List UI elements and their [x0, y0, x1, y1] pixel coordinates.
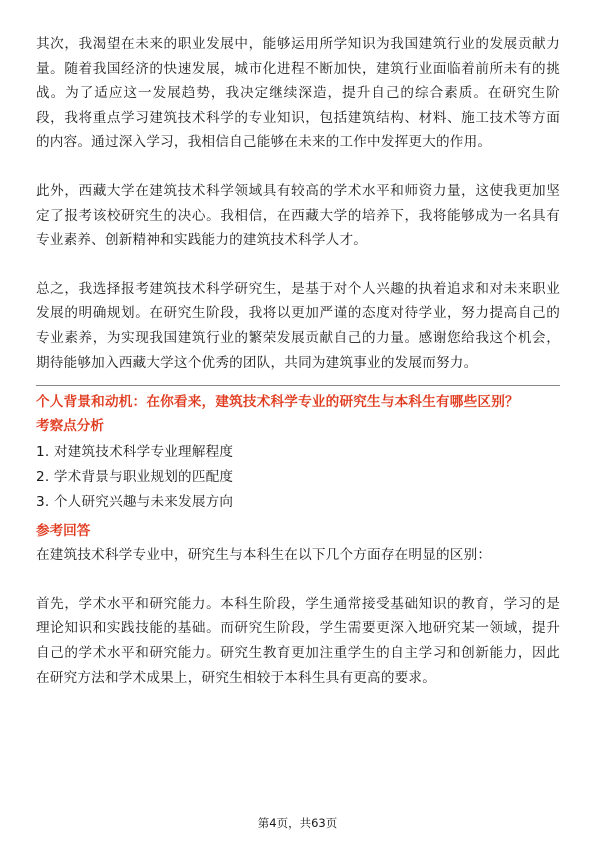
- paragraph-career-goals: 其次，我渴望在未来的职业发展中，能够运用所学知识为我国建筑行业的发展贡献力量。随着我国经济的快速发展，城市化进程不断加快，建筑行业面临着前所未有的挑战。为了适应这一发展趋势，我决定继续深造，提升自己的综合素质。在研究生阶段，我将重点学习建筑技术科学的专业知识，包括建筑结构、材料、施工技术等方面的内容。通过深入学习，我相信自己能够在未来的工作中发挥更大的作用。: [36, 36, 560, 151]
- interview-question: 个人背景和动机：在你看来，建筑技术科学专业的研究生与本科生有哪些区别？: [36, 394, 519, 411]
- document-body: [36, 32, 560, 690]
- answer-intro: 在建筑技术科学专业中，研究生与本科生在以下几个方面存在明显的区别：: [36, 547, 492, 564]
- analysis-list: [36, 440, 560, 515]
- analysis-heading: 考察点分析: [36, 418, 104, 435]
- paragraph-university-choice: 此外，西藏大学在建筑技术科学领域具有较高的学术水平和师资力量，这使我更加坚定了报考该校研究生的决心。我相信，在西藏大学的培养下，我将能够成为一名具有专业素养、创新精神和实践能力的建筑技术科学人才。: [36, 182, 560, 249]
- list-item: 1. 对建筑技术科学专业理解程度: [36, 444, 234, 461]
- section-divider: [36, 385, 560, 386]
- paragraph-conclusion: 总之，我选择报考建筑技术科学研究生，是基于对个人兴趣的执着追求和对未来职业发展的明确规划。在研究生阶段，我将以更加严谨的态度对待学业，努力提高自己的专业素养，为实现我国建筑行业的繁荣发展贡献自己的力量。感谢您给我这个机会，期待能够加入西藏大学这个优秀的团队，共同为建筑事业的发展而努力。: [36, 280, 560, 371]
- list-item: 3. 个人研究兴趣与未来发展方向: [36, 494, 234, 511]
- list-item: 2. 学术背景与职业规划的匹配度: [36, 469, 234, 486]
- answer-paragraph: 首先，学术水平和研究能力。本科生阶段，学生通常接受基础知识的教育，学习的是理论知识和实践技能的基础。而研究生阶段，学生需要更深入地研究某一领域，提升自己的学术水平和研究能力。研究生教育更加注重学生的自主学习和创新能力，因此在研究方法和学术成果上，研究生相较于本科生具有更高的要求。: [36, 595, 560, 686]
- page-number: 第4页，共63页: [257, 816, 338, 830]
- answer-heading: 参考回答: [36, 523, 91, 540]
